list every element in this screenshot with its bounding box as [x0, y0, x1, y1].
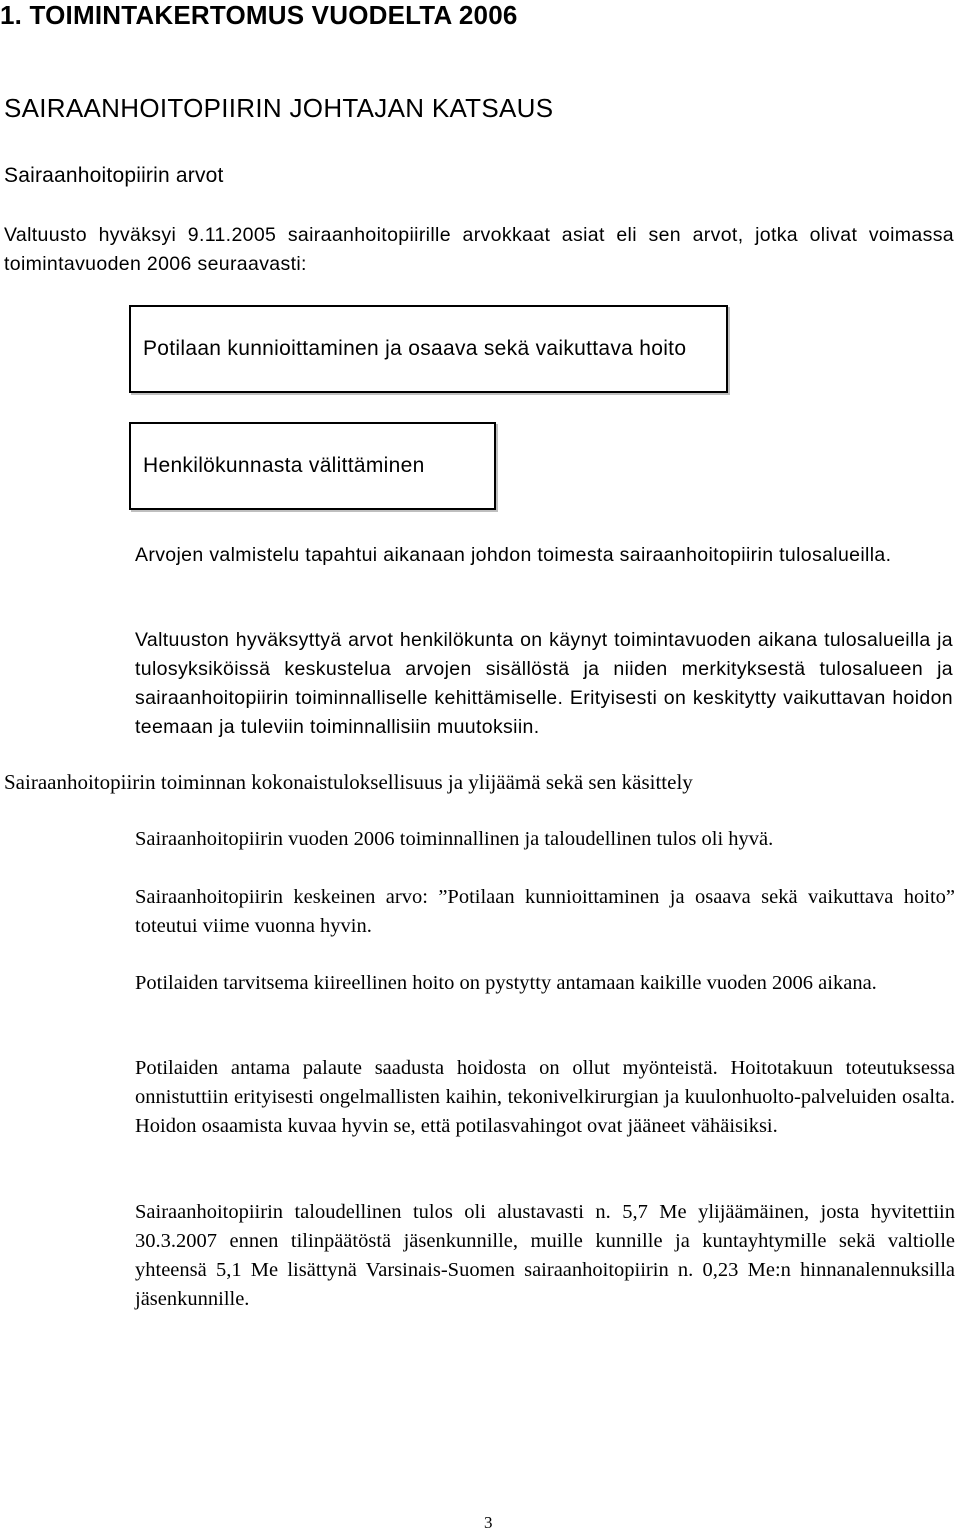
- urgent-care-paragraph: Potilaiden tarvitsema kiireellinen hoito on pystytty antamaan kaikille vuoden 2006 aikana.: [135, 972, 877, 994]
- section-title: SAIRAANHOITOPIIRIN JOHTAJAN KATSAUS: [4, 93, 554, 123]
- intro-paragraph: Valtuusto hyväksyi 9.11.2005 sairaanhoitopiirille arvokkaat asiat eli sen arvot, jotka olivat voimassa toimintavuoden 2006 seuraavasti:: [4, 224, 954, 275]
- values-discussion-paragraph: Valtuuston hyväksyttyä arvot henkilökunta on käynyt toimintavuoden aikana tulosalueilla ja tulosyksiköissä keskustelua arvojen sisällöstä ja niiden merkityksestä tulosalueen ja sairaanhoitopiirin toiminnalliselle kehittämiselle. Erityisesti on keskitytty vaikuttavan hoidon teemaan ja tuleviin toiminnallisiin muutoksiin.: [135, 629, 953, 738]
- main-heading: 1. TOIMINTAKERTOMUS VUODELTA 2006: [0, 0, 518, 30]
- core-value-paragraph: Sairaanhoitopiirin keskeinen arvo: ”Potilaan kunnioittaminen ja osaava sekä vaikuttava hoito” toteutui viime vuonna hyvin.: [135, 886, 955, 937]
- feedback-paragraph: Potilaiden antama palaute saadusta hoidosta on ollut myönteistä. Hoitotakuun toteutuksessa onnistuttiin erityisesti ongelmallisten kaihin, tekonivelkirurgian ja kuulonhuolto-palveluiden osalta. Hoidon osaamista kuvaa hyvin se, että potilasvahingot ovat jääneet vähäisiksi.: [135, 1057, 955, 1137]
- result-paragraph: Sairaanhoitopiirin vuoden 2006 toiminnallinen ja taloudellinen tulos oli hyvä.: [135, 828, 774, 850]
- finance-paragraph: Sairaanhoitopiirin taloudellinen tulos oli alustavasti n. 5,7 Me ylijäämäinen, josta hyvitettiin 30.3.2007 ennen tilinpäätöstä jäsenkunnille, muille kunnille ja kuntayhtymille sekä valtiolle yhteensä 5,1 Me lisättynä Varsinais-Suomen sairaanhoitopiirin n. 0,23 Me:n hinnanalennuksilla jäsenkunnille.: [135, 1201, 955, 1310]
- value-box-patient-care-text: Potilaan kunnioittaminen ja osaava sekä vaikuttava hoito: [143, 337, 687, 360]
- value-box-staff-text: Henkilökunnasta välittäminen: [143, 454, 425, 477]
- values-preparation-paragraph: Arvojen valmistelu tapahtui aikanaan johdon toimesta sairaanhoitopiirin tulosalueilla.: [135, 544, 892, 566]
- page-number: 3: [484, 1513, 493, 1532]
- subsection-title: Sairaanhoitopiirin arvot: [4, 164, 224, 187]
- results-section-heading: Sairaanhoitopiirin toiminnan kokonaistuloksellisuus ja ylijäämä sekä sen käsittely: [4, 770, 693, 794]
